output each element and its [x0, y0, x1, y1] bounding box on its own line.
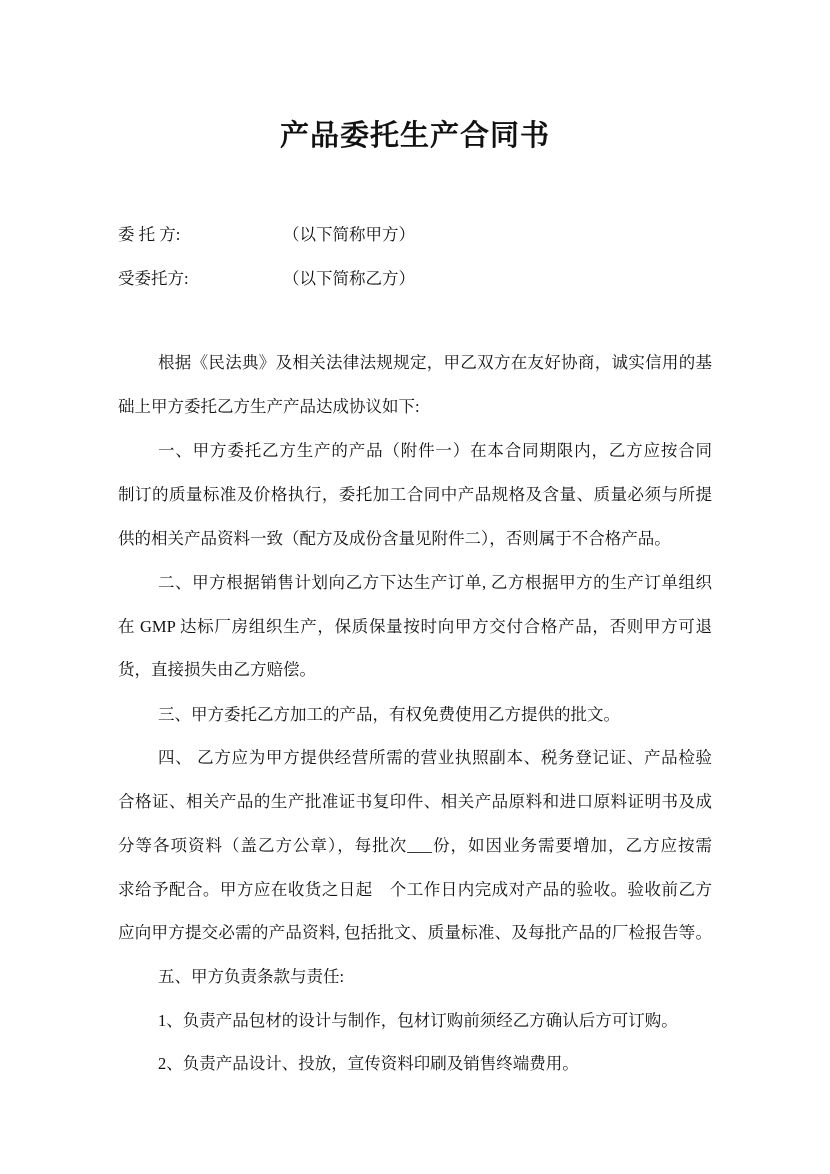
party-label: 受委托方: — [118, 269, 189, 288]
body-line: 三、甲方委托乙方加工的产品，有权免费使用乙方提供的批文。 — [158, 705, 620, 724]
body-line: 制订的质量标准及价格执行，委托加工合同中产品规格及含量、质量必须与所提 — [118, 485, 712, 504]
party-entrusting — [118, 221, 415, 245]
body-line: 在 GMP 达标厂房组织生产，保质保量按时向甲方交付合格产品，否则甲方可退 — [118, 617, 712, 636]
body-line: 一、甲方委托乙方生产的产品（附件一）在本合同期限内，乙方应按合同 — [158, 441, 712, 460]
body-line: 货，直接损失由乙方赔偿。 — [118, 660, 316, 679]
body-line: 五、甲方负责条款与责任: — [158, 967, 345, 986]
body-line: 分等各项资料（盖乙方公章），每批次___份，如因业务需要增加，乙方应按需 — [118, 836, 712, 855]
party-label: 委 托 方: — [118, 225, 181, 244]
body-line: 应向甲方提交必需的产品资料, 包括批文、质量标准、及每批产品的厂检报告等。 — [118, 923, 712, 942]
party-note: （以下简称甲方） — [283, 225, 415, 244]
body-line: 2、负责产品设计、投放，宣传资料印刷及销售终端费用。 — [158, 1054, 579, 1073]
body-line: 合格证、相关产品的生产批准证书复印件、相关产品原料和进口原料证明书及成 — [118, 792, 712, 811]
body-line: 供的相关产品资料一致（配方及成份含量见附件二），否则属于不合格产品。 — [118, 529, 671, 548]
body-line: 础上甲方委托乙方生产产品达成协议如下: — [118, 397, 420, 416]
document-title: 产品委托生产合同书 — [279, 120, 550, 152]
body-line: 二、甲方根据销售计划向乙方下达生产订单, 乙方根据甲方的生产订单组织 — [158, 573, 712, 592]
body-line: 1、负责产品包材的设计与制作，包材订购前须经乙方确认后方可订购。 — [158, 1011, 678, 1030]
party-entrusted — [118, 265, 415, 289]
party-note: （以下简称乙方） — [283, 269, 415, 288]
body-line: 四、 乙方应为甲方提供经营所需的营业执照副本、税务登记证、产品检验 — [158, 748, 712, 767]
body-line: 根据《民法典》及相关法律法规规定，甲乙双方在友好协商，诚实信用的基 — [158, 353, 712, 372]
body-line: 求给予配合。甲方应在收货之日起 个工作日内完成对产品的验收。验收前乙方 — [118, 880, 712, 899]
